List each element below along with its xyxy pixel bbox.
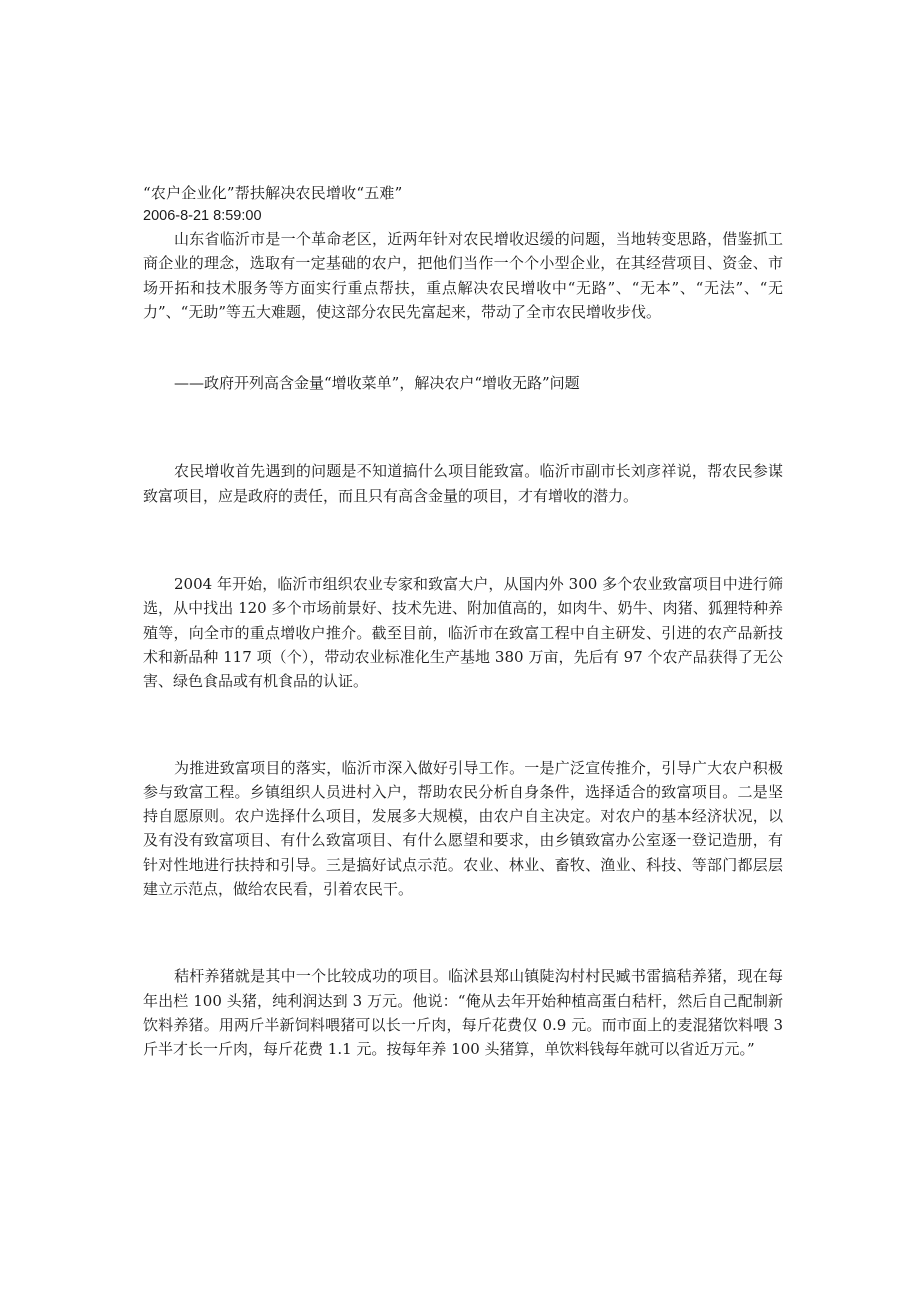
document-body xyxy=(143,183,783,1062)
paragraph-project-problem: 农民增收首先遇到的问题是不知道搞什么项目能致富。临沂市副市长刘彦祥说，帮农民参谋致富项目，应是政府的责任，而且只有高含金量的项目，才有增收的潜力。 xyxy=(143,462,783,505)
paragraph-2004-projects: 2004 年开始，临沂市组织农业专家和致富大户，从国内外 300 多个农业致富项目中进行筛选，从中找出 120 多个市场前景好、技术先进、附加值高的，如肉牛、奶牛、肉猪、狐狸特种养殖等，向全市的重点增收户推介。截至目前，临沂市在致富工程中自主研发、引进的农产品新技术和新品种 117 项（个），带动农业标准化生产基地 380 万亩，先后有 97 个农产品获得了无公害、绿色食品或有机食品的认证。 xyxy=(143,575,783,691)
paragraph-guidance-work: 为推进致富项目的落实，临沂市深入做好引导工作。一是广泛宣传推介，引导广大农户积极参与致富工程。乡镇组织人员进村入户，帮助农民分析自身条件，选择适合的致富项目。二是坚持自愿原则。农户选择什么项目，发展多大规模，由农户自主决定。对农户的基本经济状况，以及有没有致富项目、有什么致富项目、有什么愿望和要求，由乡镇致富办公室逐一登记造册，有针对性地进行扶持和引导。三是搞好试点示范。农业、林业、畜牧、渔业、科技、等部门都层层建立示范点，做给农民看，引着农民干。 xyxy=(143,758,783,899)
article-title: “农户企业化”帮扶解决农民增收“五难” xyxy=(143,184,403,202)
paragraph-straw-pig-farming: 秸杆养猪就是其中一个比较成功的项目。临沭县郑山镇陡沟村村民臧书雷搞秸养猪，现在每年出栏 100 头猪，纯利润达到 3 万元。他说：“俺从去年开始种植高蛋白秸杆，然后自己配制新饮料养猪。用两斤半新饲料喂猪可以长一斤肉，每斤花费仅 0.9 元。而市面上的麦混猪饮料喂 3 斤半才长一斤肉，每斤花费 1.1 元。按每年养 100 头猪算，单饮料钱每年就可以省近万元。” xyxy=(143,967,783,1059)
publish-date: 2006-8-21 8:59:00 xyxy=(143,208,262,224)
paragraph-intro: 山东省临沂市是一个革命老区，近两年针对农民增收迟缓的问题，当地转变思路，借鉴抓工商企业的理念，选取有一定基础的农户，把他们当作一个个小型企业，在其经营项目、资金、市场开拓和技术服务等方面实行重点帮扶，重点解决农民增收中“无路”、“无本”、“无法”、“无力”、“无助”等五大难题，使这部分农民先富起来，带动了全市农民增收步伐。 xyxy=(143,230,783,321)
section-subheading: ——政府开列高含金量“增收菜单”，解决农户“增收无路”问题 xyxy=(174,374,580,393)
